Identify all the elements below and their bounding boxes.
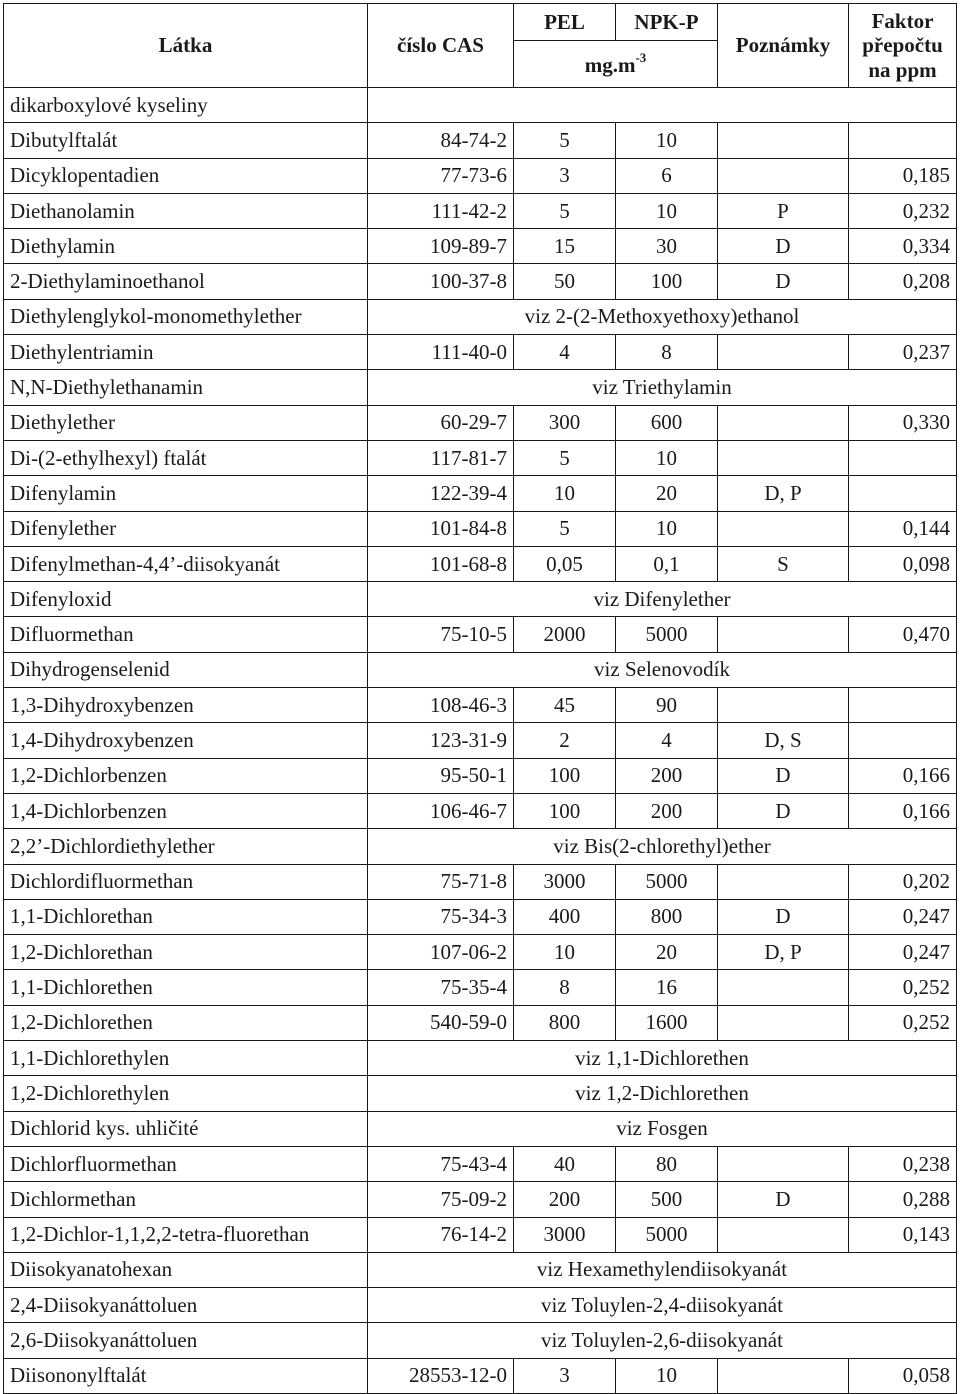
ppm-factor: 0,166 (849, 793, 957, 828)
ppm-factor (849, 476, 957, 511)
substance-name: Difluormethan (4, 617, 368, 652)
table-row (4, 1146, 957, 1181)
table-row (4, 829, 957, 864)
header-notes: Poznámky (718, 4, 849, 88)
header-cas: číslo CAS (368, 4, 514, 88)
pel-value: 10 (514, 476, 616, 511)
ppm-factor: 0,144 (849, 511, 957, 546)
table-row (4, 193, 957, 228)
pel-value: 800 (514, 1005, 616, 1040)
substance-name: 2,4-Diisokyanáttoluen (4, 1288, 368, 1323)
table-row (4, 935, 957, 970)
substance-name: 1,2-Dichlorethan (4, 935, 368, 970)
ppm-factor: 0,288 (849, 1182, 957, 1217)
pel-value: 300 (514, 405, 616, 440)
table-row (4, 88, 957, 123)
table-header (4, 4, 957, 88)
empty-cell (368, 88, 957, 123)
pel-value: 3000 (514, 1217, 616, 1252)
header-npk: NPK-P (616, 4, 718, 41)
npk-value: 0,1 (616, 546, 718, 581)
header-factor-line2: přepočtu (862, 33, 943, 58)
ppm-factor (849, 688, 957, 723)
pel-value: 100 (514, 793, 616, 828)
cas-number: 100-37-8 (368, 264, 514, 299)
table-row (4, 299, 957, 334)
cas-number: 107-06-2 (368, 935, 514, 970)
ppm-factor (849, 723, 957, 758)
npk-value: 100 (616, 264, 718, 299)
ppm-factor: 0,330 (849, 405, 957, 440)
table-row (4, 617, 957, 652)
substance-name: Dichlorid kys. uhličité (4, 1111, 368, 1146)
npk-value: 20 (616, 935, 718, 970)
substance-name: Dichlordifluormethan (4, 864, 368, 899)
substance-name: Diisononylftalát (4, 1358, 368, 1393)
see-reference: viz 2-(2-Methoxyethoxy)ethanol (368, 299, 957, 334)
table-row (4, 793, 957, 828)
see-reference: viz Difenylether (368, 582, 957, 617)
header-factor-line3: na ppm (868, 57, 937, 82)
cas-number: 123-31-9 (368, 723, 514, 758)
table-row (4, 440, 957, 475)
note-value: P (718, 193, 849, 228)
npk-value: 5000 (616, 1217, 718, 1252)
npk-value: 200 (616, 793, 718, 828)
cas-number: 28553-12-0 (368, 1358, 514, 1393)
note-value (718, 158, 849, 193)
substance-name: 1,4-Dichlorbenzen (4, 793, 368, 828)
cas-number: 111-42-2 (368, 193, 514, 228)
ppm-factor: 0,185 (849, 158, 957, 193)
note-value: D, S (718, 723, 849, 758)
pel-value: 5 (514, 123, 616, 158)
substance-name: Difenylether (4, 511, 368, 546)
cas-number: 75-35-4 (368, 970, 514, 1005)
table-row (4, 476, 957, 511)
substance-name: 1,1-Dichlorethylen (4, 1041, 368, 1076)
npk-value: 5000 (616, 617, 718, 652)
note-value: D, P (718, 476, 849, 511)
header-unit-exponent: -3 (635, 49, 647, 65)
table-row (4, 688, 957, 723)
pel-value: 4 (514, 335, 616, 370)
ppm-factor: 0,252 (849, 970, 957, 1005)
table-row (4, 158, 957, 193)
table-row (4, 123, 957, 158)
pel-value: 200 (514, 1182, 616, 1217)
table-row (4, 1041, 957, 1076)
substance-name: Difenyloxid (4, 582, 368, 617)
note-value: S (718, 546, 849, 581)
note-value (718, 970, 849, 1005)
note-value (718, 1005, 849, 1040)
pel-value: 15 (514, 229, 616, 264)
cas-number: 109-89-7 (368, 229, 514, 264)
npk-value: 1600 (616, 1005, 718, 1040)
pel-value: 400 (514, 899, 616, 934)
ppm-factor: 0,098 (849, 546, 957, 581)
ppm-factor: 0,237 (849, 335, 957, 370)
substance-name: Difenylamin (4, 476, 368, 511)
substance-name: Diethylether (4, 405, 368, 440)
table-row (4, 652, 957, 687)
see-reference: viz 1,2-Dichlorethen (368, 1076, 957, 1111)
pel-value: 5 (514, 193, 616, 228)
cas-number: 75-10-5 (368, 617, 514, 652)
npk-value: 10 (616, 511, 718, 546)
npk-value: 200 (616, 758, 718, 793)
pel-value: 3 (514, 158, 616, 193)
table-row (4, 899, 957, 934)
note-value (718, 123, 849, 158)
see-reference: viz Bis(2-chlorethyl)ether (368, 829, 957, 864)
npk-value: 6 (616, 158, 718, 193)
cas-number: 75-09-2 (368, 1182, 514, 1217)
table-row (4, 1252, 957, 1287)
ppm-factor (849, 440, 957, 475)
table-row (4, 335, 957, 370)
npk-value: 600 (616, 405, 718, 440)
pel-value: 100 (514, 758, 616, 793)
cas-number: 76-14-2 (368, 1217, 514, 1252)
ppm-factor: 0,247 (849, 899, 957, 934)
substance-name: 2,2’-Dichlordiethylether (4, 829, 368, 864)
cas-number: 106-46-7 (368, 793, 514, 828)
pel-value: 45 (514, 688, 616, 723)
table-row (4, 864, 957, 899)
note-value: D (718, 1182, 849, 1217)
cas-number: 75-43-4 (368, 1146, 514, 1181)
header-pel: PEL (514, 4, 616, 41)
table-row (4, 370, 957, 405)
see-reference: viz Fosgen (368, 1111, 957, 1146)
npk-value: 10 (616, 193, 718, 228)
npk-value: 30 (616, 229, 718, 264)
cas-number: 122-39-4 (368, 476, 514, 511)
note-value: D (718, 229, 849, 264)
npk-value: 80 (616, 1146, 718, 1181)
cas-number: 117-81-7 (368, 440, 514, 475)
cas-number: 101-68-8 (368, 546, 514, 581)
table-row (4, 1323, 957, 1358)
substance-name: Difenylmethan-4,4’-diisokyanát (4, 546, 368, 581)
substance-name: 1,2-Dichlor-1,1,2,2-tetra-fluorethan (4, 1217, 368, 1252)
note-value (718, 864, 849, 899)
ppm-factor: 0,232 (849, 193, 957, 228)
substance-name: Diethylentriamin (4, 335, 368, 370)
substance-name: Dihydrogenselenid (4, 652, 368, 687)
note-value (718, 405, 849, 440)
cas-number: 60-29-7 (368, 405, 514, 440)
ppm-factor: 0,166 (849, 758, 957, 793)
ppm-factor: 0,143 (849, 1217, 957, 1252)
npk-value: 500 (616, 1182, 718, 1217)
pel-value: 5 (514, 511, 616, 546)
header-unit (514, 41, 718, 88)
substance-name: Diisokyanatohexan (4, 1252, 368, 1287)
npk-value: 10 (616, 440, 718, 475)
cas-number: 77-73-6 (368, 158, 514, 193)
table-row (4, 723, 957, 758)
substance-name: 1,4-Dihydroxybenzen (4, 723, 368, 758)
pel-value: 3000 (514, 864, 616, 899)
header-factor (849, 4, 957, 88)
ppm-factor: 0,238 (849, 1146, 957, 1181)
substance-name: 2-Diethylaminoethanol (4, 264, 368, 299)
substance-name: 1,2-Dichlorethylen (4, 1076, 368, 1111)
table-row (4, 1111, 957, 1146)
note-value (718, 1217, 849, 1252)
see-reference: viz Toluylen-2,6-diisokyanát (368, 1323, 957, 1358)
cas-number: 108-46-3 (368, 688, 514, 723)
ppm-factor: 0,252 (849, 1005, 957, 1040)
table-body (4, 88, 957, 1394)
npk-value: 10 (616, 1358, 718, 1393)
table-row (4, 229, 957, 264)
table-row (4, 405, 957, 440)
cas-number: 84-74-2 (368, 123, 514, 158)
ppm-factor: 0,208 (849, 264, 957, 299)
substance-name: Dichlorfluormethan (4, 1146, 368, 1181)
cas-number: 111-40-0 (368, 335, 514, 370)
substance-name: 1,1-Dichlorethen (4, 970, 368, 1005)
substance-name: 1,3-Dihydroxybenzen (4, 688, 368, 723)
see-reference: viz 1,1-Dichlorethen (368, 1041, 957, 1076)
npk-value: 10 (616, 123, 718, 158)
see-reference: viz Selenovodík (368, 652, 957, 687)
header-factor-line1: Faktor (871, 9, 934, 34)
exposure-limits-table (3, 3, 957, 1394)
see-reference: viz Triethylamin (368, 370, 957, 405)
ppm-factor (849, 123, 957, 158)
table-row (4, 1358, 957, 1393)
substance-name: Diethylamin (4, 229, 368, 264)
pel-value: 8 (514, 970, 616, 1005)
substance-name: Dicyklopentadien (4, 158, 368, 193)
table-row (4, 1288, 957, 1323)
note-value (718, 617, 849, 652)
npk-value: 8 (616, 335, 718, 370)
note-value (718, 511, 849, 546)
pel-value: 3 (514, 1358, 616, 1393)
substance-name: 1,2-Dichlorethen (4, 1005, 368, 1040)
cas-number: 75-71-8 (368, 864, 514, 899)
cas-number: 540-59-0 (368, 1005, 514, 1040)
pel-value: 5 (514, 440, 616, 475)
npk-value: 5000 (616, 864, 718, 899)
npk-value: 20 (616, 476, 718, 511)
npk-value: 4 (616, 723, 718, 758)
table-row (4, 582, 957, 617)
header-unit-text: mg.m (584, 52, 636, 77)
pel-value: 2000 (514, 617, 616, 652)
pel-value: 0,05 (514, 546, 616, 581)
note-value (718, 1358, 849, 1393)
substance-name: 1,1-Dichlorethan (4, 899, 368, 934)
note-value: D (718, 793, 849, 828)
npk-value: 90 (616, 688, 718, 723)
ppm-factor: 0,058 (849, 1358, 957, 1393)
ppm-factor: 0,202 (849, 864, 957, 899)
table-row (4, 511, 957, 546)
pel-value: 40 (514, 1146, 616, 1181)
substance-name: N,N-Diethylethanamin (4, 370, 368, 405)
note-value (718, 1146, 849, 1181)
note-value (718, 688, 849, 723)
ppm-factor: 0,470 (849, 617, 957, 652)
substance-name: 1,2-Dichlorbenzen (4, 758, 368, 793)
header-substance: Látka (4, 4, 368, 88)
table-row (4, 758, 957, 793)
ppm-factor: 0,247 (849, 935, 957, 970)
note-value: D, P (718, 935, 849, 970)
note-value (718, 335, 849, 370)
see-reference: viz Toluylen-2,4-diisokyanát (368, 1288, 957, 1323)
pel-value: 2 (514, 723, 616, 758)
npk-value: 800 (616, 899, 718, 934)
table-row (4, 1076, 957, 1111)
note-value: D (718, 758, 849, 793)
note-value (718, 440, 849, 475)
cas-number: 101-84-8 (368, 511, 514, 546)
cas-number: 95-50-1 (368, 758, 514, 793)
table-row (4, 1217, 957, 1252)
note-value: D (718, 899, 849, 934)
npk-value: 16 (616, 970, 718, 1005)
table-row (4, 264, 957, 299)
table-row (4, 546, 957, 581)
ppm-factor: 0,334 (849, 229, 957, 264)
substance-name: Di-(2-ethylhexyl) ftalát (4, 440, 368, 475)
table-row (4, 970, 957, 1005)
table-row (4, 1005, 957, 1040)
note-value: D (718, 264, 849, 299)
pel-value: 10 (514, 935, 616, 970)
pel-value: 50 (514, 264, 616, 299)
substance-name: dikarboxylové kyseliny (4, 88, 368, 123)
see-reference: viz Hexamethylendiisokyanát (368, 1252, 957, 1287)
cas-number: 75-34-3 (368, 899, 514, 934)
table-row (4, 1182, 957, 1217)
substance-name: Dichlormethan (4, 1182, 368, 1217)
substance-name: Dibutylftalát (4, 123, 368, 158)
substance-name: Diethanolamin (4, 193, 368, 228)
substance-name: Diethylenglykol-monomethylether (4, 299, 368, 334)
substance-name: 2,6-Diisokyanáttoluen (4, 1323, 368, 1358)
